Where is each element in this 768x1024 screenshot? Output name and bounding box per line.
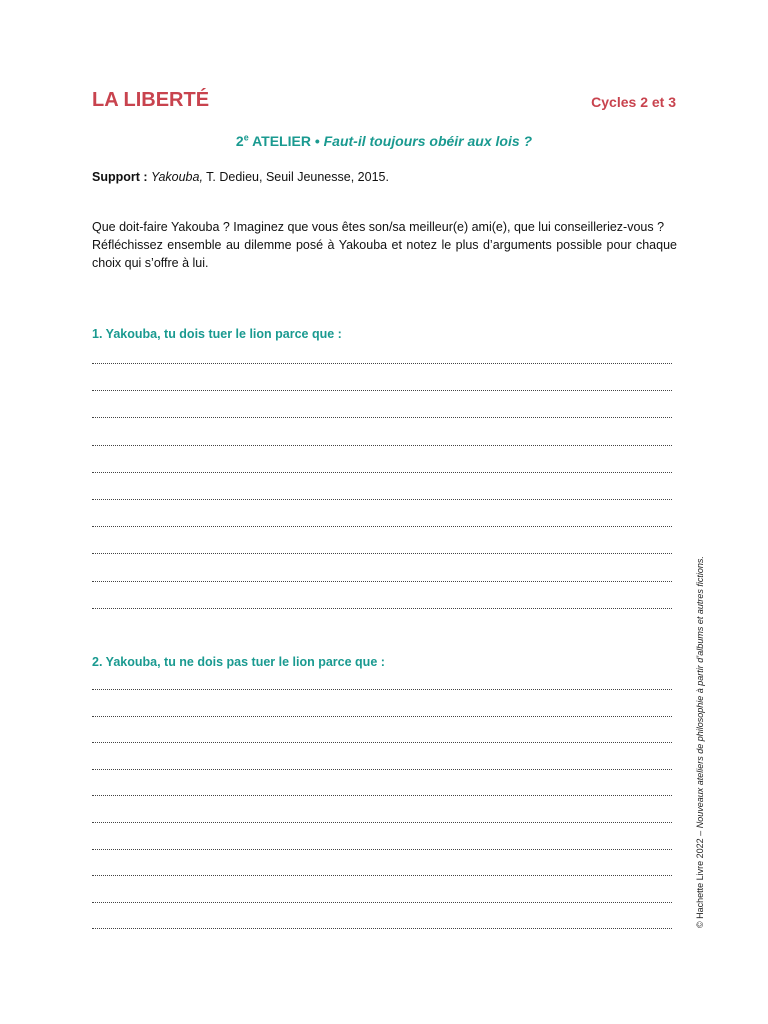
support-label: Support : [92,170,148,184]
copyright-text: © Hachette Livre 2022 – [695,828,705,928]
answer-line[interactable] [92,742,672,743]
support-line [92,167,389,187]
atelier-heading [0,130,768,152]
answer-line[interactable] [92,499,672,500]
cycles-label: Cycles 2 et 3 [591,94,676,110]
answer-line[interactable] [92,417,672,418]
answer-line[interactable] [92,795,672,796]
answer-line[interactable] [92,716,672,717]
page-title: LA LIBERTÉ [92,89,210,111]
atelier-question: Faut-il toujours obéir aux lois ? [323,133,533,149]
answer-line[interactable] [92,769,672,770]
support-details: T. Dedieu, Seuil Jeunesse, 2015. [202,170,389,184]
answer-line[interactable] [92,581,672,582]
answer-line[interactable] [92,928,672,929]
atelier-number: 2 [235,133,244,149]
support-book-title: Yakouba, [151,170,203,184]
answer-line[interactable] [92,553,672,554]
answer-line[interactable] [92,875,672,876]
copyright-note [694,556,706,928]
instructions-paragraph-1: Que doit-faire Yakouba ? Imaginez que vous êtes son/sa meilleur(e) ami(e), que lui conseilleriez-vous ? [92,220,665,234]
instructions-paragraph-2: Réfléchissez ensemble au dilemme posé à Yakouba et notez le plus d’arguments possible pour chaque choix qui s’offre à lui. [92,238,677,270]
answer-line[interactable] [92,526,672,527]
atelier-label: ATELIER • [248,133,324,149]
answer-line[interactable] [92,363,672,364]
instructions [92,218,677,272]
answer-line[interactable] [92,902,672,903]
section-2-heading: 2. Yakouba, tu ne dois pas tuer le lion parce que : [92,655,385,669]
book-reference: Nouveaux ateliers de philosophie à partir d’albums et autres fictions. [695,556,705,829]
answer-line[interactable] [92,472,672,473]
atelier-superscript: e [243,132,249,143]
answer-line[interactable] [92,608,672,609]
answer-line[interactable] [92,390,672,391]
answer-line[interactable] [92,689,672,690]
answer-line[interactable] [92,822,672,823]
answer-line[interactable] [92,445,672,446]
section-1-heading: 1. Yakouba, tu dois tuer le lion parce que : [92,327,342,341]
answer-line[interactable] [92,849,672,850]
